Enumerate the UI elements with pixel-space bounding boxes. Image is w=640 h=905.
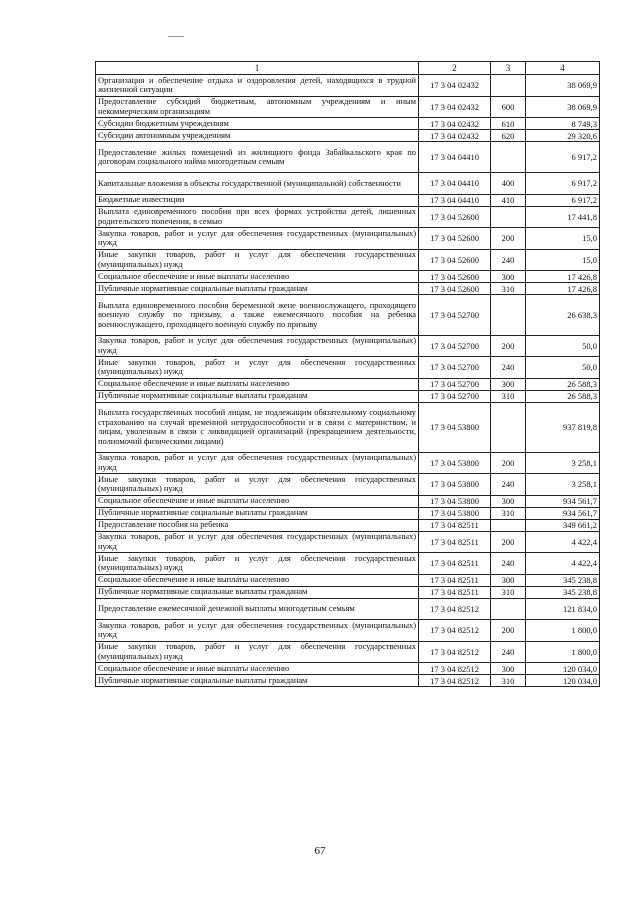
row-amount-cell: 345 238,8 (526, 574, 600, 586)
row-name-cell: Иные закупки товаров, работ и услуг для обеспечения государственных (муниципальных) нужд (96, 357, 419, 379)
row-expense-type-cell: 400 (491, 173, 526, 195)
row-amount-cell: 50,0 (526, 335, 600, 357)
row-code-cell: 17 3 04 52600 (419, 206, 491, 228)
row-expense-type-cell: 300 (491, 378, 526, 390)
row-expense-type-cell: 240 (491, 249, 526, 271)
row-expense-type-cell: 240 (491, 553, 526, 575)
row-code-cell: 17 3 04 04410 (419, 173, 491, 195)
table-row (96, 335, 600, 357)
table-row (96, 96, 600, 118)
row-code-cell: 17 3 04 02432 (419, 130, 491, 142)
row-name-cell: Выплата единовременного пособия беременной жене военнослужащего, проходящего военную службу по призыву, а также ежемесячного пособия на ребенка военнослужащего, проходящего военную службу по призыву (96, 295, 419, 336)
row-name-cell: Иные закупки товаров, работ и услуг для обеспечения государственных (муниципальных) нужд (96, 641, 419, 663)
table-row (96, 206, 600, 228)
row-code-cell: 17 3 04 52700 (419, 390, 491, 402)
row-amount-cell: 1 800,0 (526, 641, 600, 663)
row-code-cell: 17 3 04 52700 (419, 335, 491, 357)
row-code-cell: 17 3 04 82511 (419, 574, 491, 586)
row-name-cell: Выплата государственных пособий лицам, не подлежащим обязательному социальному страхованию на случай временной нетрудоспособности и в связи с материнством, и лицам, уволенным в связи с ликвидацией организаций (прекращением деятельности, полномочий физическими лицами) (96, 402, 419, 452)
row-amount-cell: 345 238,8 (526, 586, 600, 598)
row-expense-type-cell (491, 598, 526, 620)
table-row (96, 495, 600, 507)
row-expense-type-cell: 310 (491, 586, 526, 598)
row-amount-cell: 15,0 (526, 228, 600, 250)
column-header-amount: 4 (526, 62, 600, 75)
row-name-cell: Закупка товаров, работ и услуг для обеспечения государственных (муниципальных) нужд (96, 228, 419, 250)
row-amount-cell: 6 917,2 (526, 142, 600, 173)
row-amount-cell: 937 819,8 (526, 402, 600, 452)
row-name-cell: Публичные нормативные социальные выплаты гражданам (96, 675, 419, 687)
row-amount-cell: 121 834,0 (526, 598, 600, 620)
row-amount-cell: 4 422,4 (526, 531, 600, 553)
row-name-cell: Предоставление субсидий бюджетным, автономным учреждениям и иным некоммерческим организациям (96, 96, 419, 118)
table-row (96, 142, 600, 173)
row-amount-cell: 50,0 (526, 357, 600, 379)
row-expense-type-cell: 300 (491, 574, 526, 586)
row-name-cell: Субсидии автономным учреждениям (96, 130, 419, 142)
row-code-cell: 17 3 04 04410 (419, 142, 491, 173)
row-code-cell: 17 3 04 02432 (419, 96, 491, 118)
table-row (96, 531, 600, 553)
row-amount-cell: 15,0 (526, 249, 600, 271)
page-number: 67 (314, 845, 326, 857)
row-expense-type-cell: 300 (491, 663, 526, 675)
row-amount-cell: 120 034,0 (526, 663, 600, 675)
row-code-cell: 17 3 04 52600 (419, 249, 491, 271)
table-row (96, 173, 600, 195)
row-name-cell: Социальное обеспечение и иные выплаты населению (96, 271, 419, 283)
table-row (96, 641, 600, 663)
row-name-cell: Публичные нормативные социальные выплаты гражданам (96, 507, 419, 519)
row-amount-cell: 120 034,0 (526, 675, 600, 687)
table-row (96, 295, 600, 336)
row-amount-cell: 38 069,9 (526, 75, 600, 97)
row-code-cell: 17 3 04 52600 (419, 283, 491, 295)
column-header-code: 2 (419, 62, 491, 75)
row-code-cell: 17 3 04 53800 (419, 452, 491, 474)
row-amount-cell: 26 588,3 (526, 378, 600, 390)
table-row (96, 519, 600, 531)
table-row (96, 663, 600, 675)
row-expense-type-cell (491, 206, 526, 228)
row-code-cell: 17 3 04 02432 (419, 75, 491, 97)
row-expense-type-cell: 600 (491, 96, 526, 118)
row-name-cell: Публичные нормативные социальные выплаты гражданам (96, 586, 419, 598)
row-name-cell: Субсидии бюджетным учреждениям (96, 118, 419, 130)
row-code-cell: 17 3 04 82511 (419, 586, 491, 598)
row-amount-cell: 1 800,0 (526, 620, 600, 642)
row-code-cell: 17 3 04 82511 (419, 553, 491, 575)
row-amount-cell: 17 426,8 (526, 271, 600, 283)
row-amount-cell: 17 441,8 (526, 206, 600, 228)
table-row (96, 553, 600, 575)
row-name-cell: Предоставление пособия на ребенка (96, 519, 419, 531)
row-expense-type-cell: 300 (491, 271, 526, 283)
row-expense-type-cell: 300 (491, 495, 526, 507)
row-code-cell: 17 3 04 53800 (419, 495, 491, 507)
row-amount-cell: 934 561,7 (526, 507, 600, 519)
row-name-cell: Предоставление жилых помещений из жилищного фонда Забайкальского края по договорам социального найма многодетным семьям (96, 142, 419, 173)
row-amount-cell: 29 320,6 (526, 130, 600, 142)
row-expense-type-cell: 410 (491, 194, 526, 206)
row-code-cell: 17 3 04 82512 (419, 663, 491, 675)
row-name-cell: Выплата единовременного пособия при всех формах устройства детей, лишенных родительского попечения, в семью (96, 206, 419, 228)
row-expense-type-cell: 310 (491, 507, 526, 519)
row-code-cell: 17 3 04 02432 (419, 118, 491, 130)
scan-artifact (168, 36, 184, 37)
table-row (96, 598, 600, 620)
row-name-cell: Закупка товаров, работ и услуг для обеспечения государственных (муниципальных) нужд (96, 620, 419, 642)
table-row (96, 75, 600, 97)
table-row (96, 228, 600, 250)
row-name-cell: Закупка товаров, работ и услуг для обеспечения государственных (муниципальных) нужд (96, 335, 419, 357)
row-name-cell: Закупка товаров, работ и услуг для обеспечения государственных (муниципальных) нужд (96, 531, 419, 553)
row-expense-type-cell (491, 142, 526, 173)
row-code-cell: 17 3 04 82512 (419, 598, 491, 620)
row-code-cell: 17 3 04 82512 (419, 641, 491, 663)
row-code-cell: 17 3 04 52700 (419, 378, 491, 390)
row-name-cell: Капитальные вложения в объекты государственной (муниципальной) собственности (96, 173, 419, 195)
row-expense-type-cell: 240 (491, 357, 526, 379)
row-name-cell: Социальное обеспечение и иные выплаты населению (96, 495, 419, 507)
row-expense-type-cell: 310 (491, 390, 526, 402)
row-amount-cell: 6 917,2 (526, 173, 600, 195)
table-row (96, 271, 600, 283)
table-row (96, 390, 600, 402)
row-amount-cell: 38 069,9 (526, 96, 600, 118)
row-amount-cell: 6 917,2 (526, 194, 600, 206)
table-row (96, 675, 600, 687)
row-name-cell: Иные закупки товаров, работ и услуг для обеспечения государственных (муниципальных) нужд (96, 553, 419, 575)
table-row (96, 620, 600, 642)
row-expense-type-cell: 310 (491, 675, 526, 687)
table-row (96, 586, 600, 598)
row-expense-type-cell: 310 (491, 283, 526, 295)
budget-table (95, 61, 600, 687)
row-expense-type-cell: 620 (491, 130, 526, 142)
row-code-cell: 17 3 04 53800 (419, 402, 491, 452)
table-row (96, 118, 600, 130)
row-amount-cell: 8 749,3 (526, 118, 600, 130)
table-row (96, 357, 600, 379)
row-name-cell: Предоставление ежемесячной денежной выплаты многодетным семьям (96, 598, 419, 620)
row-expense-type-cell: 200 (491, 620, 526, 642)
row-amount-cell: 3 258,1 (526, 452, 600, 474)
row-expense-type-cell (491, 402, 526, 452)
row-code-cell: 17 3 04 53800 (419, 507, 491, 519)
row-expense-type-cell: 200 (491, 531, 526, 553)
row-expense-type-cell (491, 75, 526, 97)
row-amount-cell: 26 638,3 (526, 295, 600, 336)
row-code-cell: 17 3 04 52700 (419, 357, 491, 379)
row-amount-cell: 934 561,7 (526, 495, 600, 507)
row-amount-cell: 349 661,2 (526, 519, 600, 531)
table-row (96, 194, 600, 206)
row-code-cell: 17 3 04 82511 (419, 519, 491, 531)
table-row (96, 283, 600, 295)
row-expense-type-cell (491, 295, 526, 336)
row-expense-type-cell: 240 (491, 641, 526, 663)
row-code-cell: 17 3 04 82511 (419, 531, 491, 553)
row-code-cell: 17 3 04 82512 (419, 620, 491, 642)
table-row (96, 130, 600, 142)
row-expense-type-cell: 200 (491, 335, 526, 357)
table-row (96, 402, 600, 452)
row-name-cell: Бюджетные инвестиции (96, 194, 419, 206)
row-name-cell: Социальное обеспечение и иные выплаты населению (96, 574, 419, 586)
row-name-cell: Публичные нормативные социальные выплаты гражданам (96, 390, 419, 402)
row-code-cell: 17 3 04 52600 (419, 271, 491, 283)
row-amount-cell: 3 258,1 (526, 474, 600, 496)
row-name-cell: Публичные нормативные социальные выплаты гражданам (96, 283, 419, 295)
row-code-cell: 17 3 04 53800 (419, 474, 491, 496)
row-code-cell: 17 3 04 52700 (419, 295, 491, 336)
row-name-cell: Социальное обеспечение и иные выплаты населению (96, 663, 419, 675)
row-expense-type-cell: 240 (491, 474, 526, 496)
row-expense-type-cell: 200 (491, 452, 526, 474)
row-name-cell: Социальное обеспечение и иные выплаты населению (96, 378, 419, 390)
row-amount-cell: 17 426,8 (526, 283, 600, 295)
row-amount-cell: 26 588,3 (526, 390, 600, 402)
row-name-cell: Закупка товаров, работ и услуг для обеспечения государственных (муниципальных) нужд (96, 452, 419, 474)
row-name-cell: Иные закупки товаров, работ и услуг для обеспечения государственных (муниципальных) нужд (96, 474, 419, 496)
table-row (96, 507, 600, 519)
row-expense-type-cell: 610 (491, 118, 526, 130)
row-name-cell: Иные закупки товаров, работ и услуг для обеспечения государственных (муниципальных) нужд (96, 249, 419, 271)
row-code-cell: 17 3 04 52600 (419, 228, 491, 250)
table-header-row (96, 62, 600, 75)
row-amount-cell: 4 422,4 (526, 553, 600, 575)
table-row (96, 378, 600, 390)
table-row (96, 452, 600, 474)
table-row (96, 574, 600, 586)
table-row (96, 249, 600, 271)
row-code-cell: 17 3 04 04410 (419, 194, 491, 206)
row-code-cell: 17 3 04 82512 (419, 675, 491, 687)
row-name-cell: Организация и обеспечение отдыха и оздоровления детей, находящихся в трудной жизненной ситуации (96, 75, 419, 97)
column-header-expense-type: 3 (491, 62, 526, 75)
column-header-name: 1 (96, 62, 419, 75)
table-row (96, 474, 600, 496)
row-expense-type-cell (491, 519, 526, 531)
row-expense-type-cell: 200 (491, 228, 526, 250)
